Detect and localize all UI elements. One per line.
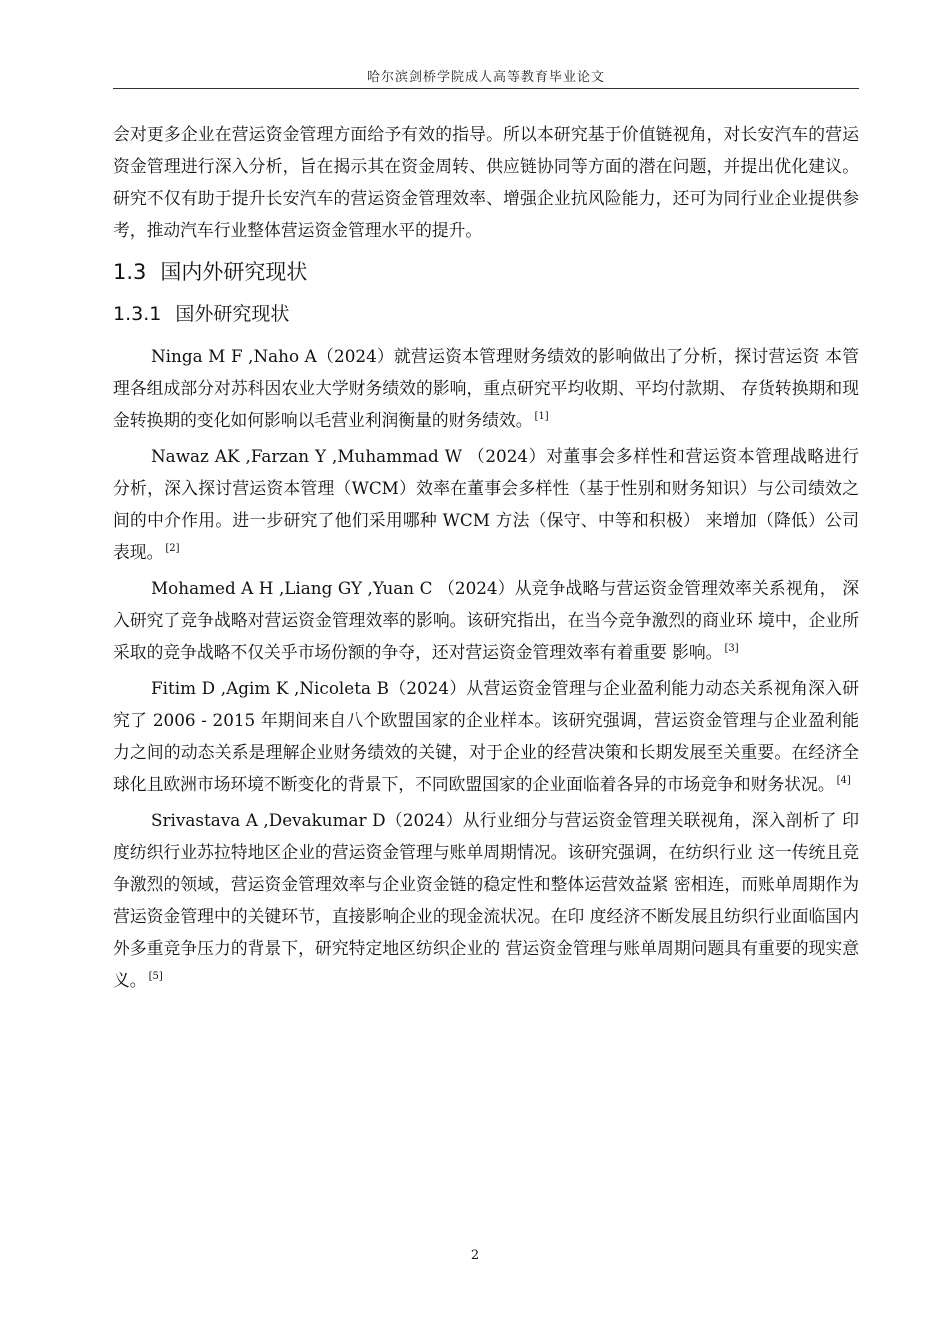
- citation-ref: [1]: [534, 411, 549, 423]
- page-number: 2: [470, 1248, 480, 1263]
- paragraph-text: Mohamed A H ,Liang GY ,Yuan C （2024）从竞争战略与营运资金管理效率关系视角， 深入研究了竞争战略对营运资金管理效率的影响。该研究指出，在当今竞争激烈的商业环 境中，企业所采取的竞争战略不仅关乎市场份额的争夺，还对营运资金管理效率有着重要 影响。: [113, 578, 859, 662]
- body-paragraph: [113, 672, 859, 800]
- paragraph-text: Fitim D ,Agim K ,Nicoleta B（2024）从营运资金管理与企业盈利能力动态关系视角深入研究了 2006 - 2015 年期间来自八个欧盟国家的企业样本。该研究强调，营运资金管理与企业盈利能力之间的动态关系是理解企业财务绩效的关键，对于企业的经营决策和长期发展至关重要。在经济全球化且欧洲市场环境不断变化的背景下，不同欧盟国家的企业面临着各异的市场竞争和财务状况。: [113, 678, 859, 794]
- subsection-number: 1.3.1: [113, 303, 162, 325]
- section-number: 1.3: [113, 260, 147, 284]
- citation-ref: [5]: [148, 971, 163, 983]
- section-title: 国内外研究现状: [160, 260, 308, 284]
- subsection-title: 国外研究现状: [175, 303, 290, 325]
- body-paragraph: [113, 440, 859, 568]
- body-paragraph: [113, 804, 859, 996]
- citation-ref: [2]: [165, 543, 180, 555]
- section-heading: [113, 252, 859, 292]
- body-paragraph: [113, 340, 859, 436]
- body-paragraph: [113, 572, 859, 668]
- running-header: 哈尔滨剑桥学院成人高等教育毕业论文: [366, 70, 605, 85]
- intro-paragraph: 会对更多企业在营运资金管理方面给予有效的指导。所以本研究基于价值链视角，对长安汽车的营运资金管理进行深入分析，旨在揭示其在资金周转、供应链协同等方面的潜在问题，并提出优化建议。研究不仅有助于提升长安汽车的营运资金管理效率、增强企业抗风险能力，还可为同行业企业提供参考，推动汽车行业整体营运资金管理水平的提升。: [113, 124, 859, 240]
- citation-ref: [3]: [724, 643, 739, 655]
- paragraph-text: Nawaz AK ,Farzan Y ,Muhammad W （2024）对董事会多样性和营运资本管理战略进行分析，深入探讨营运资本管理（WCM）效率在董事会多样性（基于性别和财务知识）与公司绩效之间的中介作用。进一步研究了他们采用哪种 WCM 方法（保守、中等和积极） 来增加（降低）公司表现。: [113, 446, 859, 562]
- paragraph-text: Srivastava A ,Devakumar D（2024）从行业细分与营运资金管理关联视角，深入剖析了 印度纺织行业苏拉特地区企业的营运资金管理与账单周期情况。该研究强调，在纺织行业 这一传统且竞争激烈的领域，营运资金管理效率与企业资金链的稳定性和整体运营效益紧 密相连，而账单周期作为营运资金管理中的关键环节，直接影响企业的现金流状况。在印 度经济不断发展且纺织行业面临国内外多重竞争压力的背景下，研究特定地区纺织企业的 营运资金管理与账单周期问题具有重要的现实意义。: [113, 810, 859, 990]
- subsection-heading: [113, 296, 859, 332]
- paragraph-text: Ninga M F ,Naho A（2024）就营运资本管理财务绩效的影响做出了分析，探讨营运资 本管理各组成部分对苏科因农业大学财务绩效的影响，重点研究平均收期、平均付款期、 存货转换期和现金转换期的变化如何影响以毛营业利润衡量的财务绩效。: [113, 346, 859, 430]
- page-body: [113, 118, 859, 1000]
- citation-ref: [4]: [836, 775, 851, 787]
- header-divider: [113, 88, 859, 89]
